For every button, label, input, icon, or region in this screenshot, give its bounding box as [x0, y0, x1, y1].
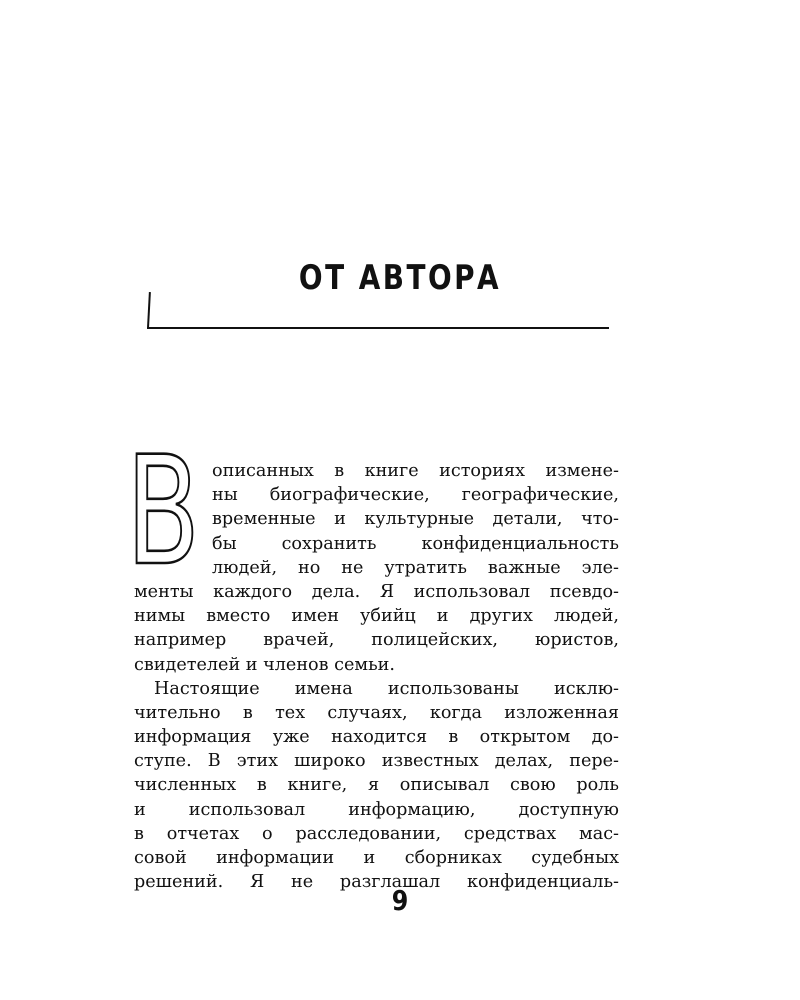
text-line: чительно в тех случаях, когда изложенная [134, 702, 619, 723]
text-line: менты каждого дела. Я использовал псевдо- [134, 581, 619, 602]
text-line: Настоящие имена использованы исклю- [154, 678, 619, 699]
heading-rule-stroke [147, 292, 151, 328]
heading-rule-line [147, 327, 609, 329]
text-line: в отчетах о расследовании, средствах мас- [134, 823, 619, 844]
text-line: решений. Я не разглашал конфиденциаль- [134, 872, 619, 893]
body-text [134, 459, 619, 894]
text-line: например врачей, полицейских, юристов, [134, 630, 619, 651]
chapter-heading: ОТ АВТОРА [298, 258, 502, 298]
paragraph-1 [134, 459, 619, 677]
text-line: описанных в книге историях измене- [212, 461, 619, 481]
text-line: свидетелей и членов семьи. [134, 654, 395, 675]
text-line: и использовал информацию, доступную [134, 799, 619, 820]
text-line: ны биографические, географические, [212, 485, 619, 506]
paragraph-2 [134, 677, 619, 895]
text-line: информация уже находится в открытом до- [134, 727, 619, 748]
text-line: временные и культурные детали, что- [212, 509, 619, 530]
text-line: бы сохранить конфиденциальность [212, 533, 619, 554]
text-line: нимы вместо имен убийц и других людей, [134, 606, 619, 627]
text-line: ступе. В этих широко известных делах, пере- [134, 751, 619, 772]
text-line: людей, но не утратить важные эле- [212, 557, 619, 578]
text-line: совой информации и сборниках судебных [134, 848, 619, 868]
page-number: 9 [391, 884, 409, 917]
drop-cap-letter: В [126, 425, 200, 599]
text-line: численных в книге, я описывал свою роль [134, 775, 619, 796]
